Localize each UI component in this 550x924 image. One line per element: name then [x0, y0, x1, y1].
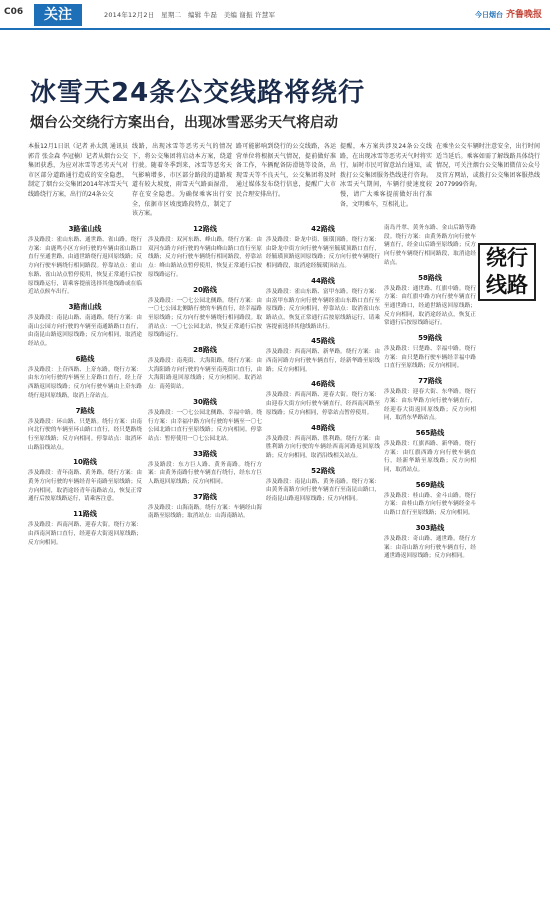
route-column-4 — [384, 224, 476, 920]
route-detail: 涉及路段：一〇七公园北侧路、幸福中路。绕行方案：由幸福中路方向行驶的车辆至一〇七公园北路口直行至原线路；反方向相同。停靠站点：暂停使用一〇七公园北站。 — [148, 409, 262, 442]
route-heading: 42路线 — [311, 225, 335, 233]
route-detail: 涉及路段：山海南路。绕行方案：车辆经山海南路至原线路；取消站点：山海南路站。 — [148, 504, 262, 520]
route-detail: 涉及路段：红旗西路、新华路。绕行方案：由红旗西路方向行驶车辆直行，经新华路至原线路；反方向相同，取消站点。 — [384, 440, 476, 474]
intro-column-2: 线路，出现冰雪等恶劣天气的情况下，将公交集团将启动本方案，绕道行驶。随着冬季到来，冰雪等恶劣天气影响增多，市区部分路段的道路坡道有较大坡度，雨雪天气路面湿滑，存在安全隐患。为确保乘客出行安全，依据市区坡度路段特点，制定了该方案。 — [132, 143, 232, 217]
route-detail: 涉及路段：南苑街、大海阳路。绕行方案：由大海阳路方向行驶的车辆至南苑街口直行，由大海阳路返回原线路；反方向相同。取消站点：南苑街站。 — [148, 358, 262, 391]
route-column-3 — [266, 224, 380, 920]
route-detail: 涉及路段：西南河路、新华路。绕行方案：由西南河路方向行驶车辆直行，经新华路至原线路；反方向相同。 — [266, 349, 380, 373]
intro-column-5: 在乘坐公交车辆时注意安全，出行时间适当延后。乘客如需了解线路具体绕行情况，可关注烟台公交集团微信公众号及官方网站，或拨打公交集团客服热线2077999咨询。 — [436, 143, 540, 189]
route-detail: 涉及路段：只楚路、幸福中路。绕行方案：由只楚路行驶车辆经幸福中路口直行至原线路；反方向相同。 — [384, 346, 476, 370]
route-heading: 3路雀山线 — [68, 225, 102, 233]
article-subtitle: 烟台公交绕行方案出台，出现冰雪恶劣天气将启动 — [30, 115, 338, 131]
route-heading: 52路线 — [311, 466, 335, 475]
route-detail: 涉及路段：卧龙中街、毓璜顶路。绕行方案：由卧龙中街方向行驶车辆至毓璜顶路口直行，经毓璜顶路返回原线路；反方向行驶车辆绕行相同路段，取消途经毓璜顶站点。 — [266, 237, 380, 270]
page-number: C06 — [4, 7, 24, 17]
route-heading: 30路线 — [193, 397, 217, 406]
page-header — [0, 0, 550, 30]
route-column-1 — [28, 224, 142, 920]
route-heading: 45路线 — [311, 337, 335, 346]
route-heading: 37路线 — [193, 492, 217, 501]
route-detail: 涉及路段：上夼西路、上夼东路。绕行方案：由东方向行驶的车辆至上夼路口直行，经上夼西路返回原线路；反方向行驶车辆由上夼东路绕行返回原线路，取消上夼站点。 — [28, 366, 142, 399]
route-heading: 59路线 — [418, 334, 442, 343]
route-column-2 — [148, 224, 262, 920]
route-detail: 涉及路段：西南河路、胜利路。绕行方案：由胜利路方向行驶的车辆经西南河路返回原线路；反方向相同，取消沿线相关站点。 — [266, 435, 380, 459]
route-detail: 涉及路段：一〇七公园北侧路。绕行方案：由一〇七公园北侧路行驶的车辆直行，经幸福路至原线路；反方向行驶车辆绕行相同路段。取消站点：一〇七公园北站，恢复正常通行后按原线路运行。 — [148, 297, 262, 339]
route-heading: 303路线 — [415, 523, 445, 532]
article-title: 冰雪天24条公交线路将绕行 — [30, 78, 366, 108]
route-heading: 44路线 — [311, 276, 335, 285]
route-detail: 涉及路段：奇山路、通世路。绕行方案：由奇山路方向行驶车辆直行，经通世路返回原线路；反方向相同。 — [384, 535, 476, 560]
route-heading: 20路线 — [193, 285, 217, 294]
stamp-line-2: 线路 — [486, 273, 528, 297]
route-detail: 涉及路段：迎春大街、东华路。绕行方案：由东华路方向行驶车辆直行，经迎春大街返回原线路；反方向相同，取消东华路站点。 — [384, 389, 476, 422]
route-detail: 涉及路段：雀山东路、通世路、雀山路。绕行方案：由鹿鸣小区方向行驶的车辆由雀山路口直行至通世路，由通世路绕行返回原线路；反方向行驶车辆绕行相同路段。停靠站点：雀山东路、雀山站点暂停使用，恢复正常通行后按原线路运行，请乘客提前选择其他线路或在临近站点候车出行。 — [28, 237, 142, 296]
intro-column-1: 本报12月1日讯（记者 孙太凯 通讯员 郭青 张金森 李冠楠）记者从烟台公交集团获悉，为应对冰雪等恶劣天气对市区部分道路通行造成的安全隐患，制定了烟台公交集团2014年冰雪天气线路绕行方案，出行的24条公交 — [28, 143, 128, 198]
route-heading: 3路南山线 — [68, 302, 102, 311]
route-heading: 569路线 — [415, 480, 445, 489]
route-detail: 涉及路段：东方巨人路、黄务南路。绕行方案：由黄务南路行驶车辆直行绕行，经东方巨人路返回原线路；反方向相同。 — [148, 461, 262, 486]
route-heading: 58路线 — [418, 273, 442, 282]
route-heading: 28路线 — [193, 346, 217, 355]
route-heading: 11路线 — [73, 510, 97, 519]
route-detail: 涉及路段：青年南路、黄务路。绕行方案：由黄务方向行驶的车辆经青年南路至原线路；反方向相同，取消途经青年南路站点，恢复正常通行后按原线路运行，请乘客注意。 — [28, 470, 142, 503]
route-detail: 涉及路段：南昆山路、黄务南路。绕行方案：由黄务南路方向行驶车辆直行至南昆山路口，经南昆山路返回原线路；反方向相同。 — [266, 478, 380, 503]
route-heading: 46路线 — [311, 380, 335, 389]
intro-column-4: 提醒，本方案共涉及24条公交线路，在出现冰雪等恶劣天气时将实行，届时市民可留意站台通知，或拨打公交集团服务热线进行咨询。冰雪天气期间，车辆行驶速度较慢，请广大乘客提前做好出行准备，文明乘车，互相礼让。 — [340, 143, 432, 208]
route-heading: 6路线 — [75, 354, 95, 363]
route-detail: 涉及路段：环山路、只楚路。绕行方案：由南向北行驶的车辆至环山路口直行，经只楚路绕行至原线路；反方向相同。停靠站点：取消环山路沿线站点。 — [28, 418, 142, 451]
route-heading: 48路线 — [311, 423, 335, 432]
section-tag: 关注 — [34, 4, 82, 26]
date-line: 2014年12月2日 星期二 编辑 牛磊 美编 谢振 许慧军 — [104, 11, 276, 19]
route-detail: 涉及路段：西南河路、迎春大街。绕行方案：由西南河路口直行，经迎春大街返回原线路；反方向相同。 — [28, 522, 142, 546]
route-heading: 7路线 — [75, 406, 95, 415]
stamp-line-1: 绕行 — [486, 246, 528, 270]
route-heading: 12路线 — [193, 225, 217, 233]
route-detail: 涉及路段：桂山路、金斗山路。绕行方案：由桂山路方向行驶车辆经金斗山路口直行至原线路；反方向相同。 — [384, 492, 476, 517]
route-heading: 33路线 — [193, 449, 217, 458]
route-heading: 10路线 — [73, 458, 97, 467]
brand-name: 齐鲁晚报 — [505, 10, 542, 20]
route-detail: 南岛丹翠、黄务东路、金山后路等路段。绕行方案：由黄务路方向行驶车辆直行，经金山后路至原线路；反方向行驶车辆绕行相同路段，取消途经站点。 — [384, 225, 476, 266]
detour-stamp — [478, 243, 536, 301]
route-detail: 涉及路段：西南河路、迎春大街。绕行方案：由迎春大街方向行驶车辆直行，经西南河路至原线路；反方向相同，停靠站点暂停使用。 — [266, 392, 380, 416]
newspaper-brand — [475, 7, 542, 20]
route-detail: 涉及路段：双河东路、峰山路。绕行方案：由双河东路方向行驶的车辆由峰山路口直行至原线路；反方向行驶车辆绕行相同路段，停靠站点：峰山路站点暂停使用，恢复正常通行后按原线路运行。 — [148, 237, 262, 278]
route-heading: 77路线 — [418, 377, 442, 386]
route-detail: 涉及路段：通世路、红旗中路。绕行方案：由红旗中路方向行驶车辆直行至通世路口，经通世路返回原线路；反方向相同，取消途经站点，恢复正常通行后按原线路运行。 — [384, 285, 476, 327]
intro-column-3: 路可能影响到绕行的公交线路，各运营单位将根据天气情况，提前做好准备工作，车辆配备防滑链等设备，出现雪天等不良天气，公交集团将及时通过媒体发布绕行信息，提醒广大市民合理安排出行。 — [236, 143, 336, 198]
brand-prefix: 今日烟台 — [474, 11, 503, 19]
route-detail: 涉及路段：雀山东路、富甲东路。绕行方案：由富甲东路方向行驶车辆经雀山东路口直行至原线路；反方向相同，停靠站点：取消雀山东路站点，恢复正常通行后按原线路运行，请乘客提前选择其他线路出行。 — [266, 288, 380, 330]
route-heading: 565路线 — [415, 428, 445, 437]
route-detail: 涉及路段：南昆山路、南通路。绕行方案：由南山公园方向行驶的车辆至南通路路口直行，由南昆山路返回原线路；反方向相同，取消途经站点。 — [28, 314, 142, 348]
